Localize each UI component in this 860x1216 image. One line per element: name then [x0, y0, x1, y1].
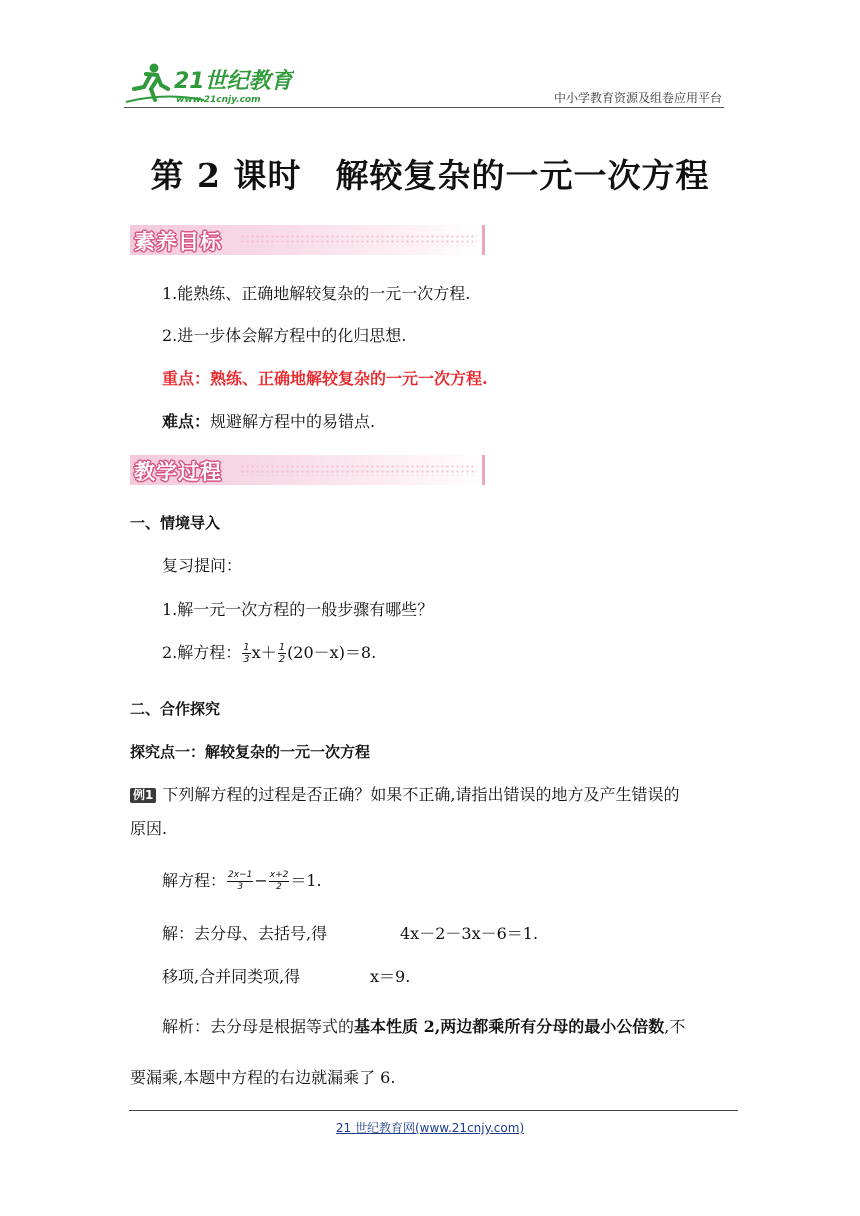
logo-url: www.21cnjy.com [176, 95, 261, 105]
goal-item-1: 1.能熟练、正确地解较复杂的一元一次方程. [162, 284, 471, 303]
goals-banner-label: 素养目标 [134, 230, 222, 254]
review-question-1: 1.解一元一次方程的一般步骤有哪些？ [162, 600, 434, 619]
page-title: 第 2 课时 解较复杂的一元一次方程 [150, 156, 710, 195]
analysis-line-2: 要漏乘,本题中方程的右边就漏乘了 6. [130, 1068, 396, 1087]
process-banner [130, 455, 485, 485]
difficulty-point [162, 411, 375, 433]
footer-divider [129, 1110, 738, 1111]
example-equation [162, 870, 322, 893]
review-label: 复习提问： [162, 556, 243, 575]
fraction-one-third: $\frac{1}{3}$ [243, 642, 250, 665]
goals-banner [130, 225, 485, 255]
analysis-line-1 [162, 1016, 685, 1038]
section-heading-2: 二、合作探究 [130, 700, 221, 718]
header-divider [124, 107, 724, 108]
eq-tail: ＝1. [290, 871, 322, 890]
explore-point-1: 探究点一：解较复杂的一元一次方程 [130, 743, 371, 761]
site-logo [124, 58, 294, 108]
analysis-text-a: 解析：去分母是根据等式的 [162, 1017, 355, 1036]
example-text-line1: 下列解方程的过程是否正确？如果不正确,请指出错误的地方及产生错误的 [162, 785, 680, 804]
logo-text: 21世纪教育 [174, 69, 293, 94]
eq-minus: − [254, 871, 268, 890]
key-point [162, 368, 488, 390]
goal-item-2: 2.进一步体会解方程中的化归思想. [162, 326, 407, 345]
q2-tail: (20－x)＝8. [287, 643, 377, 662]
key-point-text: 熟练、正确地解较复杂的一元一次方程. [210, 369, 488, 388]
platform-label: 中小学教育资源及组卷应用平台 [553, 91, 722, 105]
solution-step-1-equation: 4x－2－3x－6＝1. [400, 924, 539, 943]
section-heading-1: 一、情境导入 [130, 514, 221, 532]
analysis-text-c: ,不 [664, 1017, 686, 1036]
process-banner-label: 教学过程 [134, 460, 222, 484]
eq-prefix: 解方程： [162, 871, 227, 890]
review-question-2 [162, 642, 376, 665]
q2-mid: x＋ [251, 643, 277, 662]
key-point-label: 重点： [162, 369, 211, 388]
example-text-line2: 原因. [130, 819, 168, 838]
footer-link[interactable]: 21 世纪教育网(www.21cnjy.com) [335, 1121, 525, 1135]
fraction-x-2-over-2: $\frac{x+2}{2}$ [269, 870, 289, 892]
solution-step-1-label: 解：去分母、去括号,得 [162, 924, 328, 943]
difficulty-label: 难点： [162, 412, 211, 431]
fraction-one-half: $\frac{1}{2}$ [278, 642, 286, 665]
analysis-bold: 基本性质 2,两边都乘所有分母的最小公倍数 [354, 1017, 665, 1036]
solution-step-2-label: 移项,合并同类项,得 [162, 967, 301, 986]
q2-prefix: 2.解方程： [162, 643, 242, 662]
difficulty-text: 规避解方程中的易错点. [210, 412, 376, 431]
fraction-2x-1-over-3: $\frac{2x-1}{3}$ [228, 870, 253, 892]
example-badge: 例1 [130, 788, 156, 803]
example-1 [130, 784, 679, 806]
solution-step-2-equation: x＝9. [370, 967, 411, 986]
